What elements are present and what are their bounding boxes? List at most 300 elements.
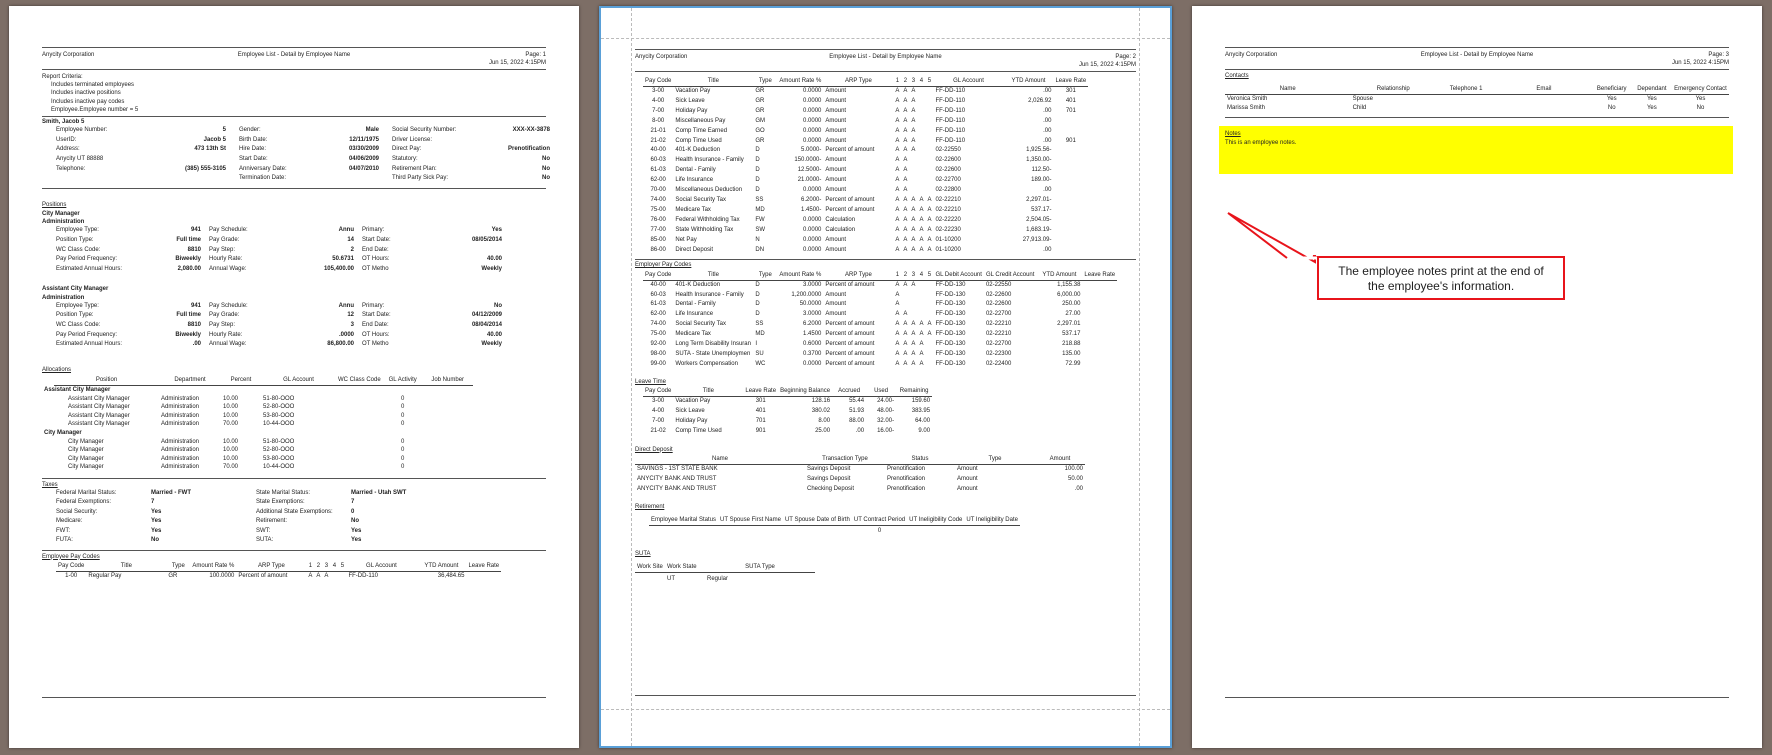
- field-value: XXX-XX-3878: [512, 127, 550, 134]
- cell: 21-02: [650, 427, 666, 434]
- field-label: Pay Period Frequency:: [56, 256, 118, 263]
- column-header: 4: [917, 272, 925, 281]
- cell: Federal Withholding Tax: [675, 216, 740, 223]
- cell: [925, 127, 933, 137]
- column-header: Status: [885, 456, 955, 465]
- cell: 0: [401, 412, 405, 419]
- field-value: 04/12/2009: [471, 312, 502, 319]
- cell: Amount: [825, 177, 847, 184]
- cell: 50.0000: [799, 301, 822, 308]
- cell: A: [895, 311, 900, 318]
- field-value: 04/06/2009: [348, 156, 379, 162]
- cell: 701: [755, 417, 766, 424]
- cell: A: [895, 350, 900, 357]
- cell: 7-00: [652, 107, 665, 114]
- field-label: Retirement:: [256, 518, 288, 525]
- cell: D: [755, 187, 760, 194]
- cell: GO: [755, 127, 765, 134]
- allocations-title: Allocations: [42, 366, 72, 373]
- table-row: [635, 572, 815, 586]
- table-row: [643, 330, 1117, 340]
- cell: City Manager: [68, 438, 104, 445]
- cell: City Manager: [68, 464, 104, 471]
- cell: [1082, 320, 1117, 330]
- cell: FF-DD-130: [935, 321, 966, 328]
- cell: [909, 166, 917, 176]
- table-row: [643, 176, 1088, 186]
- callout-line-1: The employee notes print at the end of: [1338, 264, 1544, 278]
- employee-pay-codes-title: Employee Pay Codes: [42, 553, 100, 560]
- table-row: [56, 571, 501, 580]
- cell: 701: [1065, 107, 1076, 114]
- cell: 52-80-OOO: [263, 447, 295, 454]
- cell: A: [919, 226, 924, 233]
- column-header: 3: [909, 78, 917, 87]
- cell: FF-DD-130: [935, 291, 966, 298]
- cell: 61-03: [650, 167, 666, 174]
- cell: 10.00: [223, 455, 239, 462]
- cell: .00: [1043, 246, 1052, 253]
- cell: 10.00: [223, 395, 239, 402]
- column-header: Amount Rate %: [777, 272, 823, 281]
- cell: FF-DD-130: [935, 350, 966, 357]
- cell: 537.17-: [1031, 206, 1052, 213]
- column-header: Relationship: [1351, 86, 1436, 95]
- cell: 02-22700: [985, 341, 1012, 348]
- cell: Miscellaneous Deduction: [675, 187, 743, 194]
- cell: 1.4500: [803, 331, 822, 338]
- cell: 99-00: [650, 360, 666, 367]
- field-label: Pay Period Frequency:: [56, 331, 118, 338]
- column-header: 3: [322, 563, 330, 572]
- field-value: (385) 555-3105: [184, 165, 226, 172]
- cell: A: [911, 97, 916, 104]
- cell: 53-80-OOO: [263, 412, 295, 419]
- cell: A: [927, 226, 932, 233]
- cell: 159.60: [911, 397, 931, 404]
- cell: FF-DD-110: [935, 127, 966, 134]
- cell: 380.02: [811, 407, 831, 414]
- table-row: [54, 403, 473, 412]
- cell: A: [903, 177, 908, 184]
- table-row: [635, 485, 1085, 495]
- field-label: Telephone:: [56, 165, 86, 172]
- cell: 02-22210: [935, 196, 961, 203]
- table-row: [54, 395, 473, 404]
- cell: FF-DD-110: [935, 97, 966, 104]
- cell: Percent of amount: [825, 321, 875, 328]
- cell: Comp Time Used: [675, 137, 722, 144]
- cell: Life Insurance: [675, 311, 714, 318]
- field-value: No: [151, 537, 159, 544]
- field-value: Biweekly: [175, 331, 201, 338]
- cell: A: [895, 206, 900, 213]
- cell: FF-DD-130: [935, 331, 966, 338]
- cell: 1,155.38: [1057, 281, 1081, 288]
- cell: 02-22550: [985, 281, 1012, 288]
- cell: A: [903, 281, 908, 288]
- field-label: Social Security:: [56, 508, 98, 515]
- suta-table: [635, 564, 815, 586]
- column-header: 1: [893, 272, 901, 281]
- cell: 5.0000-: [801, 147, 822, 154]
- cell: A: [903, 311, 908, 318]
- column-header: GL Account: [346, 563, 416, 572]
- cell: A: [903, 88, 908, 94]
- cell: Comp Time Used: [675, 427, 722, 434]
- cell: Yes: [1695, 96, 1706, 103]
- retirement-table: [649, 517, 1020, 536]
- page-2-content: [635, 49, 1136, 696]
- field-value: 40.00: [486, 331, 502, 338]
- column-header: Title: [86, 563, 166, 572]
- cell: Percent of amount: [825, 196, 875, 203]
- page-footer-rule: [42, 697, 546, 698]
- cell: A: [903, 127, 908, 134]
- field-label: OT Hours:: [362, 331, 390, 338]
- cell: [1496, 104, 1591, 113]
- cell: A: [927, 246, 932, 253]
- column-header: GL Debit Account: [933, 272, 983, 281]
- field-value: Weekly: [481, 265, 502, 272]
- column-header: Type: [753, 272, 777, 281]
- cell: 36,484.65: [437, 572, 465, 579]
- field-label: Pay Step:: [209, 246, 236, 253]
- cell: FF-DD-110: [935, 88, 966, 94]
- cell: Workers Compensation: [675, 360, 738, 367]
- cell: Administration: [161, 464, 200, 471]
- cell: Medicare Tax: [675, 206, 711, 213]
- cell: 401: [1065, 97, 1076, 104]
- cell: Comp Time Earned: [675, 127, 728, 134]
- cell: Regular Pay: [88, 572, 122, 579]
- cell: [917, 146, 925, 156]
- cell: A: [911, 350, 916, 357]
- cell: 0.0000: [803, 137, 822, 144]
- cell: Savings Deposit: [807, 465, 851, 472]
- cell: A: [911, 137, 916, 144]
- column-header: ARP Type: [823, 272, 893, 281]
- column-header: Pay Code: [643, 272, 673, 281]
- cell: [925, 166, 933, 176]
- cell: 53-80-OOO: [263, 455, 295, 462]
- field-label: Gender:: [239, 127, 261, 134]
- cell: 1.4500-: [801, 206, 822, 213]
- cell: Amount: [825, 127, 847, 134]
- employee-info: [42, 126, 550, 184]
- cell: 10-44-OOO: [263, 464, 295, 471]
- field-value: 2,080.00: [177, 265, 201, 272]
- cell: A: [927, 196, 932, 203]
- cell: 76-00: [650, 216, 666, 223]
- cell: A: [927, 331, 932, 338]
- field-value: 473 13th St: [194, 146, 226, 153]
- cell: Calculation: [825, 226, 856, 233]
- cell: 1,925.56-: [1026, 147, 1052, 154]
- table-row: [54, 412, 473, 421]
- company-name: Anycity Corporation: [1225, 52, 1278, 58]
- cell: 0.0000: [803, 187, 822, 194]
- table-row: [643, 246, 1088, 256]
- cell: 50.00: [1067, 475, 1083, 482]
- cell: [1053, 127, 1088, 137]
- cell: Amount: [825, 137, 847, 144]
- cell: [925, 137, 933, 147]
- cell: 48.00-: [877, 407, 895, 414]
- cell: GM: [755, 117, 766, 124]
- cell: 4-00: [652, 97, 665, 104]
- cell: 61-03: [650, 301, 666, 308]
- field-value: 40.00: [486, 256, 502, 263]
- cell: 02-22210: [935, 206, 961, 213]
- cell: 0: [401, 421, 405, 428]
- cell: SW: [755, 226, 766, 233]
- cell: GR: [755, 88, 765, 94]
- table-row: [643, 340, 1117, 350]
- cell: A: [903, 246, 908, 253]
- cell: [635, 572, 665, 586]
- employer-pay-codes-table: [643, 272, 1117, 370]
- cell: [925, 280, 933, 290]
- cell: A: [895, 291, 900, 298]
- cell: D: [755, 311, 760, 318]
- cell: 6,000.00: [1057, 291, 1081, 298]
- cell: 3.0000: [803, 281, 822, 288]
- cell: I: [755, 341, 758, 348]
- table-row: [1225, 104, 1729, 113]
- column-header: 2: [901, 78, 909, 87]
- cell: 02-22600: [935, 167, 961, 174]
- cell: A: [911, 236, 916, 243]
- cell: A: [895, 127, 900, 134]
- cell: [1496, 95, 1591, 104]
- cell: Percent of amount: [825, 147, 875, 154]
- table-row: [643, 216, 1088, 226]
- field-value: Yes: [151, 527, 162, 534]
- field-label: End Date:: [362, 246, 389, 253]
- field-label: Pay Grade:: [209, 236, 240, 243]
- cell: 02-22400: [985, 360, 1012, 367]
- field-value: 7: [151, 499, 155, 506]
- column-header: Work Site: [635, 564, 665, 573]
- cell: Amount: [825, 88, 847, 94]
- cell: A: [895, 187, 900, 194]
- cell: A: [927, 236, 932, 243]
- cell: 218.88: [1062, 341, 1081, 348]
- column-header: 2: [901, 272, 909, 281]
- column-header: Leave Rate: [466, 563, 501, 572]
- cell: Veronica Smith: [1227, 96, 1268, 103]
- report-title: Employee List - Detail by Employee Name: [829, 54, 942, 60]
- cell: 401-K Deduction: [675, 147, 721, 154]
- page-number: Page: 2: [1115, 54, 1136, 60]
- column-header: Name: [635, 456, 805, 465]
- cell: Sick Leave: [675, 407, 705, 414]
- cell: 2,504.05-: [1026, 216, 1052, 223]
- field-value: .00: [192, 341, 201, 348]
- cell: Holiday Pay: [675, 417, 708, 424]
- table-row: [643, 427, 932, 437]
- column-header: Title: [673, 78, 753, 87]
- cell: Medicare Tax: [675, 331, 711, 338]
- divider: [42, 550, 546, 551]
- cell: Dental - Family: [675, 301, 716, 308]
- cell: A: [895, 97, 900, 104]
- cell: WC: [755, 360, 766, 367]
- field-value: 14: [347, 236, 354, 243]
- cell: Health Insurance - Family: [675, 157, 744, 164]
- cell: Vacation Pay: [675, 88, 711, 94]
- cell: 0.0000: [803, 127, 822, 134]
- field-label: UserID:: [56, 136, 77, 143]
- cell: A: [895, 196, 900, 203]
- cell: Life Insurance: [675, 177, 714, 184]
- field-label: Hourly Rate:: [209, 256, 243, 263]
- cell: Amount: [825, 246, 847, 253]
- field-label: Estimated Annual Hours:: [56, 341, 123, 348]
- cell: .00: [1043, 187, 1052, 194]
- field-label: Primary:: [362, 302, 385, 309]
- cell: A: [895, 157, 900, 164]
- cell: 0.0000: [803, 246, 822, 253]
- field-label: Employee Type:: [56, 302, 99, 309]
- cell: SS: [755, 196, 764, 203]
- employer-pay-codes-title: Employer Pay Codes: [635, 262, 692, 269]
- cell: A: [903, 216, 908, 223]
- table-row: [643, 97, 1088, 107]
- position-name: Assistant City Manager: [42, 286, 109, 293]
- cell: A: [895, 360, 900, 367]
- cell: [917, 166, 925, 176]
- report-date: Jun 15, 2022 4:15PM: [1078, 62, 1136, 68]
- cell: 52-80-OOO: [263, 404, 295, 411]
- cell: A: [911, 117, 916, 124]
- cell: [964, 525, 1020, 536]
- field-label: OT Metho: [362, 265, 389, 272]
- cell: A: [919, 196, 924, 203]
- table-row: [635, 464, 1085, 474]
- column-header: UT Ineligibility Date: [964, 517, 1020, 526]
- cell: UT: [667, 575, 675, 582]
- cell: A: [903, 187, 908, 194]
- cell: Holiday Pay: [675, 107, 708, 114]
- cell: 86-00: [650, 246, 666, 253]
- field-value: 941: [190, 302, 201, 309]
- field-label: Pay Schedule:: [209, 302, 248, 309]
- cell: 21-02: [650, 137, 666, 144]
- table-row: [54, 438, 473, 447]
- field-value: 8810: [187, 246, 201, 253]
- cell: D: [755, 291, 760, 298]
- cell: Administration: [161, 412, 200, 419]
- cell: City Manager: [68, 447, 104, 454]
- cell: GR: [168, 572, 178, 579]
- field-label: OT Metho: [362, 341, 389, 348]
- column-header: Amount Rate %: [190, 563, 236, 572]
- callout-line-2: the employee's information.: [1367, 279, 1515, 293]
- cell: A: [919, 246, 924, 253]
- cell: 72.99: [1065, 360, 1081, 367]
- cell: [718, 525, 783, 536]
- cell: 9.00: [918, 427, 931, 434]
- cell: A: [919, 236, 924, 243]
- cell: [1053, 117, 1088, 127]
- header-rule-bottom: [1225, 69, 1729, 70]
- column-header: 5: [925, 272, 933, 281]
- cell: 0: [401, 447, 405, 454]
- column-header: YTD Amount: [416, 563, 466, 572]
- cell: A: [911, 147, 916, 154]
- cell: 4-00: [652, 407, 665, 414]
- cell: Amount: [957, 485, 978, 492]
- cell: A: [919, 321, 924, 328]
- cell: Percent of amount: [825, 206, 875, 213]
- cell: A: [324, 572, 329, 579]
- cell: A: [911, 321, 916, 328]
- cell: Amount: [957, 465, 978, 472]
- cell: A: [903, 107, 908, 114]
- cell: Administration: [161, 447, 200, 454]
- cell: 1,350.00-: [1026, 157, 1052, 164]
- field-value: 03/30/2009: [348, 146, 379, 153]
- cell: A: [903, 236, 908, 243]
- position-name: City Manager: [42, 210, 80, 217]
- cell: 98-00: [650, 350, 666, 357]
- column-header: Used: [866, 388, 896, 397]
- cell: A: [919, 331, 924, 338]
- cell: 32.00-: [877, 417, 895, 424]
- field-value: Male: [365, 127, 379, 134]
- cell: A: [903, 341, 908, 348]
- cell: Net Pay: [675, 236, 697, 243]
- cell: 901: [755, 427, 766, 434]
- field-label: Anycity UT 88888: [56, 156, 104, 162]
- cell: A: [903, 206, 908, 213]
- column-header: Type: [753, 78, 777, 87]
- table-row: [643, 186, 1088, 196]
- page-1-content: [42, 47, 550, 698]
- field-label: FUTA:: [56, 537, 73, 544]
- table-row: [643, 226, 1088, 236]
- cell: 250.00: [1062, 301, 1081, 308]
- cell: D: [755, 157, 760, 164]
- cell: [917, 137, 925, 147]
- cell: FF-DD-110: [935, 117, 966, 124]
- divider: [42, 478, 546, 479]
- cell: A: [911, 216, 916, 223]
- cell: 0.0000: [803, 226, 822, 233]
- cell: A: [308, 572, 313, 579]
- cell: Sick Leave: [675, 97, 705, 104]
- field-value: Full time: [176, 312, 201, 319]
- field-label: Medicare:: [56, 518, 83, 525]
- cell: FF-DD-130: [935, 281, 966, 288]
- positions-title: Positions: [42, 201, 67, 208]
- field-value: 08/05/2014: [471, 236, 502, 243]
- report-date: Jun 15, 2022 4:15PM: [488, 60, 546, 66]
- column-header: Leave Rate: [1082, 272, 1117, 281]
- field-value: 08/04/2014: [471, 321, 502, 328]
- cell: 901: [1065, 137, 1076, 144]
- cell: [1053, 186, 1088, 196]
- cell: 55.44: [849, 397, 865, 404]
- cell: Administration: [161, 421, 200, 428]
- cell: Health Insurance - Family: [675, 291, 744, 298]
- field-label: Hire Date:: [239, 146, 267, 153]
- cell: 0.0000: [803, 216, 822, 223]
- field-value: Biweekly: [175, 256, 201, 263]
- cell: [1082, 280, 1117, 290]
